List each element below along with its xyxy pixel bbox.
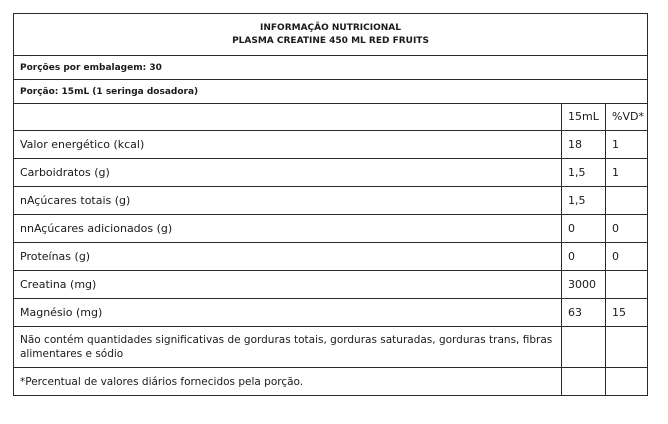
table-row	[14, 187, 648, 215]
table-row	[14, 299, 648, 327]
table-row	[14, 159, 648, 187]
header-daily-value: %VD*	[606, 104, 648, 131]
note-text: Não contém quantidades significativas de gorduras totais, gorduras saturadas, gorduras trans, fibras alimentares e sódio	[14, 327, 562, 368]
row-label: Magnésio (mg)	[14, 299, 562, 327]
row-amount: 3000	[562, 271, 606, 299]
nutrition-facts-table	[13, 13, 648, 396]
note-blank-dv	[606, 327, 648, 368]
row-amount: 63	[562, 299, 606, 327]
row-dv: 1	[606, 131, 648, 159]
row-dv: 0	[606, 243, 648, 271]
note-row	[14, 327, 648, 368]
row-dv: 15	[606, 299, 648, 327]
row-amount: 1,5	[562, 187, 606, 215]
row-dv: 1	[606, 159, 648, 187]
row-dv	[606, 271, 648, 299]
row-amount: 1,5	[562, 159, 606, 187]
title-line-1: INFORMAÇÃO NUTRICIONAL	[260, 22, 401, 33]
serving-size: Porção: 15mL (1 seringa dosadora)	[14, 80, 648, 104]
header-blank	[14, 104, 562, 131]
row-label: Creatina (mg)	[14, 271, 562, 299]
header-amount: 15mL	[562, 104, 606, 131]
row-amount: 18	[562, 131, 606, 159]
table-row	[14, 131, 648, 159]
column-header-row	[14, 104, 648, 131]
footnote-blank-amount	[562, 368, 606, 396]
table-title	[14, 14, 648, 56]
footnote-row	[14, 368, 648, 396]
row-amount: 0	[562, 243, 606, 271]
note-blank-amount	[562, 327, 606, 368]
row-label: nAçúcares totais (g)	[14, 187, 562, 215]
table-row	[14, 215, 648, 243]
row-label: nnAçúcares adicionados (g)	[14, 215, 562, 243]
row-dv: 0	[606, 215, 648, 243]
row-amount: 0	[562, 215, 606, 243]
row-label: Carboidratos (g)	[14, 159, 562, 187]
servings-per-package: Porções por embalagem: 30	[14, 56, 648, 80]
table-row	[14, 271, 648, 299]
row-dv	[606, 187, 648, 215]
footnote-blank-dv	[606, 368, 648, 396]
row-label: Valor energético (kcal)	[14, 131, 562, 159]
row-label: Proteínas (g)	[14, 243, 562, 271]
footnote-text: *Percentual de valores diários fornecidos pela porção.	[14, 368, 562, 396]
table-row	[14, 243, 648, 271]
title-line-2: PLASMA CREATINE 450 ML RED FRUITS	[232, 35, 429, 46]
